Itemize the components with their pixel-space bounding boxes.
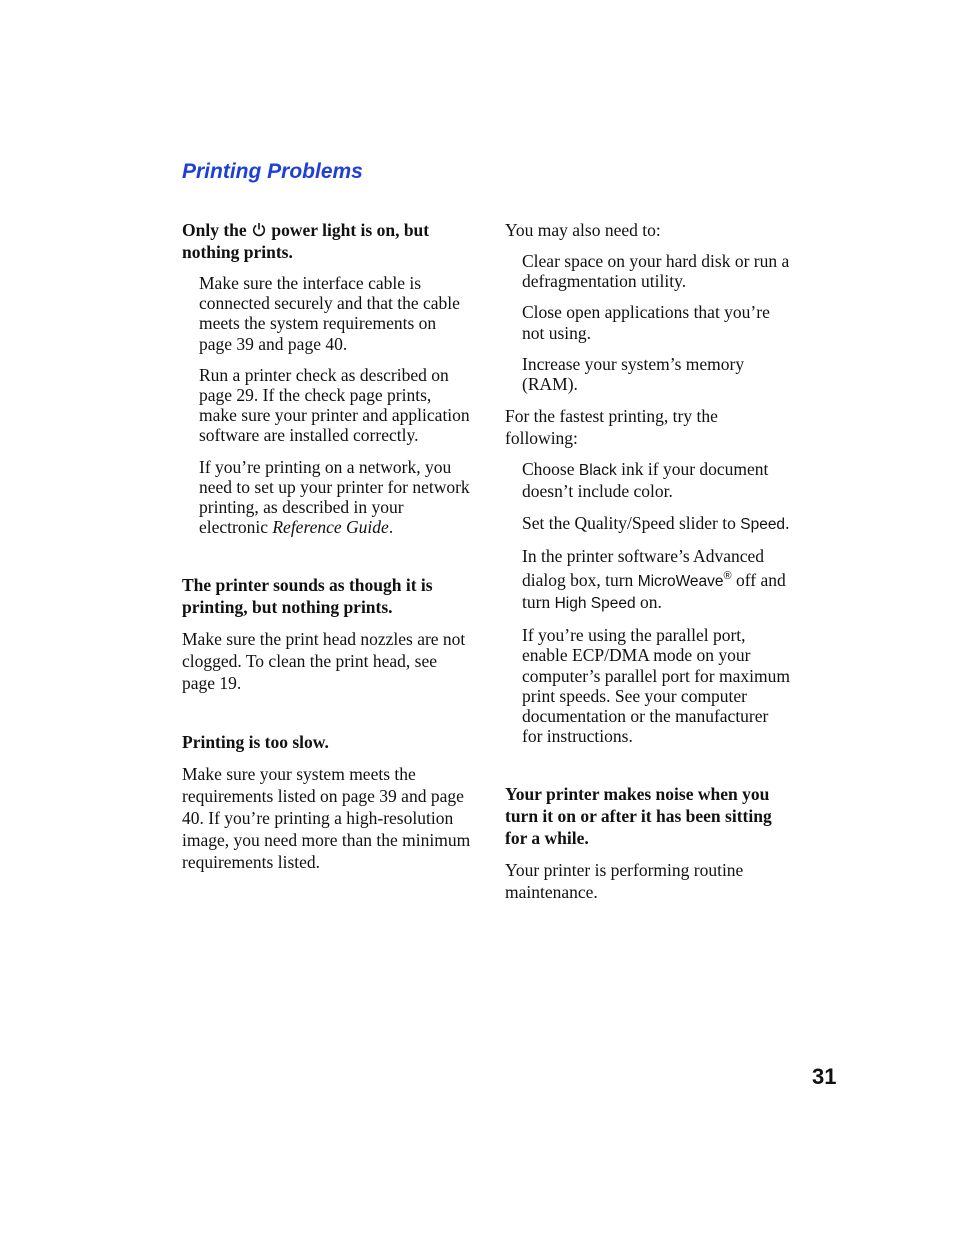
fastest-printing-intro: For the fastest printing, try the following: <box>505 406 718 449</box>
heading-text-before-icon: Only the <box>182 220 252 240</box>
power-light-heading <box>182 219 472 263</box>
tip-text: on. <box>635 592 662 613</box>
heading-text-after-icon: power light is on, but nothing prints. <box>182 220 430 262</box>
right-column <box>505 219 790 914</box>
registered-mark: ® <box>723 570 732 583</box>
tip-text: Choose <box>522 459 579 480</box>
tip-text: Set the Quality/Speed slider to <box>522 512 741 533</box>
printer-sounds-heading: The printer sounds as though it is printing, but nothing prints. <box>182 575 433 618</box>
setting-name: High Speed <box>554 595 636 613</box>
tip-text: . <box>785 512 790 533</box>
list-item: Make sure the interface cable is connected securely and that the cable meets the system requirements on page 39 and page 40. <box>199 273 460 354</box>
tip-text: In the printer software’s Advanced dialog box, turn <box>522 545 765 590</box>
list-item <box>522 546 790 614</box>
printer-sounds-body: Make sure the print head nozzles are not clogged. To clean the print head, see page 19. <box>182 629 466 694</box>
list-item <box>199 457 472 538</box>
too-slow-body: Make sure your system meets the requirements listed on page 39 and page 40. If you’re printing a high-resolution image, you need more than the minimum requirements listed. <box>182 764 471 873</box>
section-title: Printing Problems <box>182 160 363 183</box>
list-item: Clear space on your hard disk or run a defragmentation utility. <box>522 251 790 292</box>
list-item: Increase your system’s memory (RAM). <box>522 353 745 395</box>
page-number: 31 <box>812 1064 837 1089</box>
setting-name: Black <box>578 462 617 480</box>
also-need-intro: You may also need to: <box>505 220 661 240</box>
printer-noise-heading: Your printer makes noise when you turn it on or after it has been sitting for a while. <box>505 784 772 849</box>
list-item <box>522 459 790 501</box>
network-text-end: . <box>388 517 394 538</box>
setting-name: Speed <box>740 515 786 533</box>
setting-name: MicroWeave <box>637 572 724 590</box>
list-item: Close open applications that you’re not using. <box>522 302 770 343</box>
tip-text: ink if your document doesn’t include color. <box>522 459 769 502</box>
list-item <box>522 513 790 535</box>
left-column <box>182 219 472 884</box>
printer-noise-body: Your printer is performing routine maintenance. <box>505 860 744 903</box>
list-item: If you’re using the parallel port, enable ECP/DMA mode on your computer’s parallel port for maximum print speeds. See your computer documentation or the manufacturer for instructions. <box>522 625 790 747</box>
reference-guide-title: Reference Guide <box>272 517 389 538</box>
too-slow-heading: Printing is too slow. <box>182 732 329 753</box>
list-item: Run a printer check as described on page 29. If the check page prints, make sure your printer and application software are installed correctly. <box>199 364 470 446</box>
network-text: If you’re printing on a network, you need to set up your printer for network printing, as described in your electronic <box>199 456 470 538</box>
power-icon <box>252 222 266 237</box>
tip-text: off and turn <box>522 569 786 613</box>
